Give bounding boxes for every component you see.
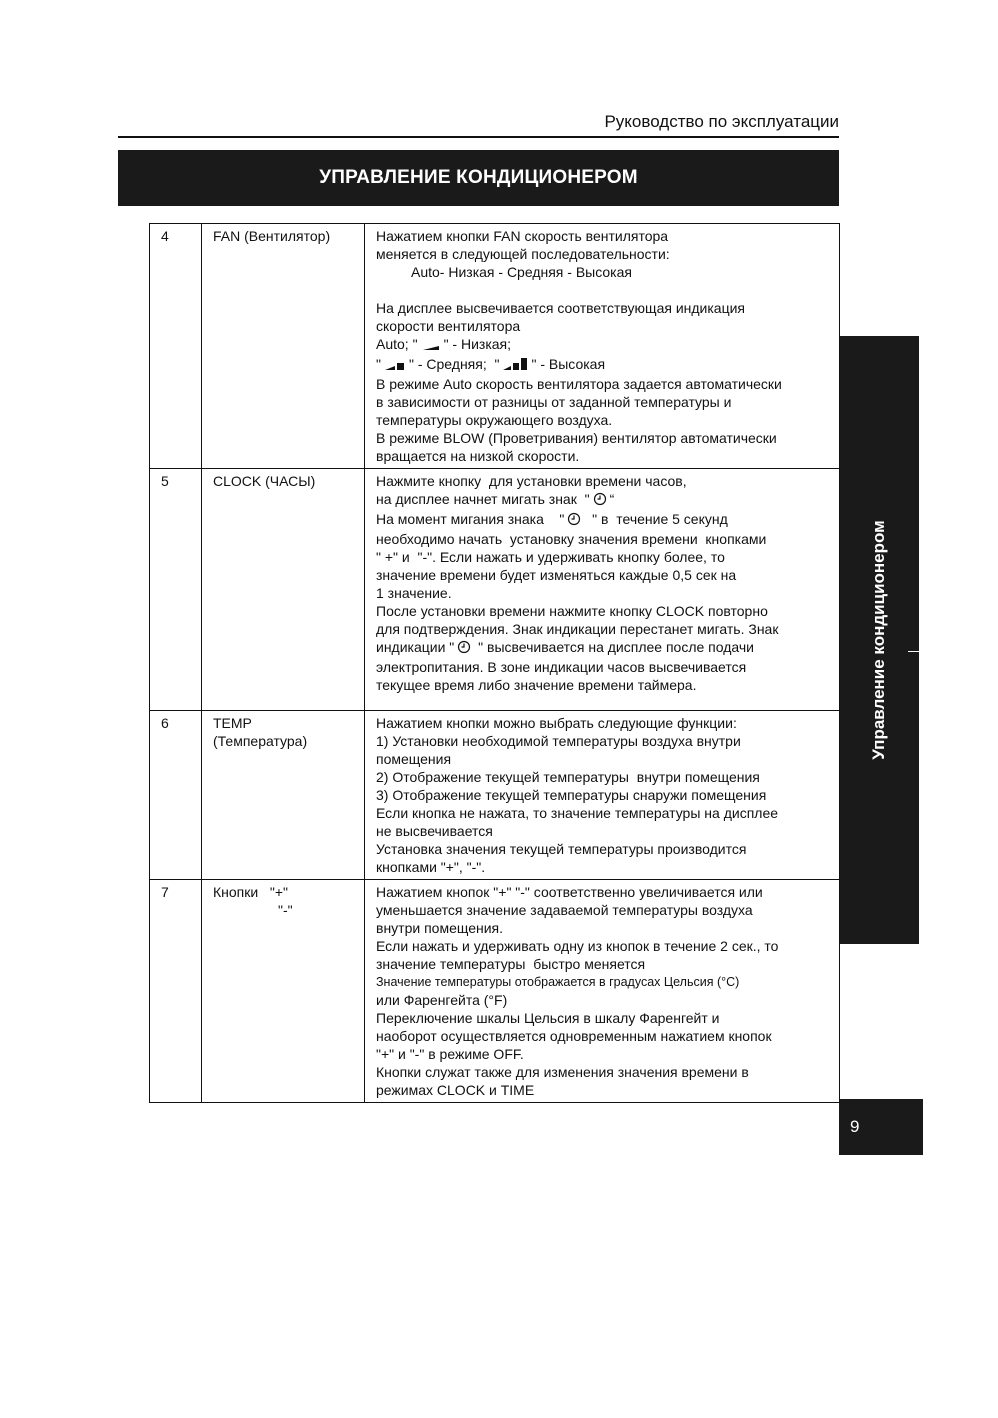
row-number: 4 bbox=[150, 224, 202, 469]
desc-line: не высвечивается bbox=[376, 823, 493, 839]
row-name-line: (Температура) bbox=[213, 733, 308, 749]
desc-line: значение температуры быстро меняется bbox=[376, 956, 646, 972]
row-number: 7 bbox=[150, 880, 202, 1103]
fan-speed-low-icon bbox=[421, 337, 441, 355]
desc-line: текущее время либо значение времени таймера. bbox=[376, 677, 697, 693]
desc-line: для подтверждения. Знак индикации перестанет мигать. Знак bbox=[376, 621, 779, 637]
desc-line: помещения bbox=[376, 751, 452, 767]
header-rule bbox=[118, 136, 839, 138]
blank-line bbox=[376, 281, 829, 299]
desc-line: После установки времени нажмите кнопку CLOCK повторно bbox=[376, 603, 768, 619]
desc-text: " в течение 5 секунд bbox=[584, 511, 728, 527]
desc-line: Нажатием кнопки можно выбрать следующие функции: bbox=[376, 715, 737, 731]
desc-text: " bbox=[376, 356, 381, 372]
fan-speed-medium-icon bbox=[384, 357, 406, 375]
clock-icon bbox=[457, 640, 471, 658]
desc-line: Переключение шкалы Цельсия в шкалу Фаренгейт и bbox=[376, 1010, 720, 1026]
desc-line: Нажатием кнопок "+" "-" соответственно увеличивается или bbox=[376, 884, 763, 900]
table-row-clock bbox=[150, 469, 840, 711]
desc-line: Установка значения текущей температуры производится bbox=[376, 841, 747, 857]
side-tab-tick bbox=[908, 651, 919, 652]
desc-line: В режиме BLOW (Проветривания) вентилятор автоматически bbox=[376, 430, 777, 446]
desc-text: " - Высокая bbox=[531, 356, 606, 372]
desc-line: меняется в следующей последовательности: bbox=[376, 246, 670, 262]
row-name: CLOCK (ЧАСЫ) bbox=[202, 469, 365, 711]
row-name-line: TEMP bbox=[213, 715, 252, 731]
desc-line bbox=[376, 355, 829, 375]
desc-line: уменьшается значение задаваемой температуры воздуха bbox=[376, 902, 753, 918]
page-number: 9 bbox=[850, 1117, 860, 1136]
row-description bbox=[365, 880, 840, 1103]
desc-line: Если кнопка не нажата, то значение температуры на дисплее bbox=[376, 805, 779, 821]
desc-line: Auto- Низкая - Средняя - Высокая bbox=[411, 264, 632, 280]
desc-line: 3) Отображение текущей температуры снаружи помещения bbox=[376, 787, 767, 803]
section-title-bar bbox=[118, 150, 839, 206]
desc-line: внутри помещения. bbox=[376, 920, 504, 936]
row-description bbox=[365, 224, 840, 469]
desc-line bbox=[376, 335, 829, 355]
clock-icon bbox=[593, 492, 607, 510]
row-number: 5 bbox=[150, 469, 202, 711]
desc-line: кнопками "+", "-". bbox=[376, 859, 486, 875]
row-description bbox=[365, 469, 840, 711]
desc-line: необходимо начать установку значения времени кнопками bbox=[376, 531, 767, 547]
desc-line: скорости вентилятора bbox=[376, 318, 521, 334]
controls-table bbox=[149, 223, 840, 1103]
desc-line: Значение температуры отображается в градусах Цельсия (°C) bbox=[376, 975, 740, 989]
desc-text: индикации " bbox=[376, 639, 455, 655]
row-name-line: Кнопки "+" bbox=[213, 884, 288, 900]
desc-line bbox=[376, 510, 829, 530]
desc-line: электропитания. В зоне индикации часов высвечивается bbox=[376, 659, 747, 675]
desc-line: Кнопки служат также для изменения значения времени в bbox=[376, 1064, 749, 1080]
table-row-fan bbox=[150, 224, 840, 469]
desc-line: вращается на низкой скорости. bbox=[376, 448, 580, 464]
page-number-box bbox=[839, 1099, 923, 1155]
desc-text: " - Средняя; " bbox=[408, 356, 500, 372]
row-description bbox=[365, 711, 840, 880]
desc-line: На дисплее высвечивается соответствующая индикация bbox=[376, 300, 746, 316]
desc-text: на дисплее начнет мигать знак " bbox=[376, 491, 590, 507]
table-row-plus-minus bbox=[150, 880, 840, 1103]
section-title: УПРАВЛЕНИЕ КОНДИЦИОНЕРОМ bbox=[319, 167, 638, 188]
row-name bbox=[202, 711, 365, 880]
desc-line: 1) Установки необходимой температуры воздуха внутри bbox=[376, 733, 741, 749]
desc-line: наоборот осуществляется одновременным нажатием кнопок bbox=[376, 1028, 772, 1044]
desc-line: температуры окружающего воздуха. bbox=[376, 412, 613, 428]
desc-text: На момент мигания знака " bbox=[376, 511, 565, 527]
desc-line: или Фаренгейта (°F) bbox=[376, 992, 508, 1008]
desc-line: В режиме Auto скорость вентилятора задается автоматически bbox=[376, 376, 782, 392]
clock-icon bbox=[567, 512, 581, 530]
row-name-line: "-" bbox=[278, 902, 293, 918]
side-tab-label: Управление кондиционером bbox=[869, 520, 888, 760]
desc-line: 1 значение. bbox=[376, 585, 452, 601]
desc-line: "+" и "-" в режиме OFF. bbox=[376, 1046, 524, 1062]
fan-speed-high-icon bbox=[502, 357, 528, 375]
desc-text: “ bbox=[609, 491, 615, 507]
desc-line: Нажмите кнопку для установки времени часов, bbox=[376, 473, 687, 489]
desc-line: Если нажать и удерживать одну из кнопок в течение 2 сек., то bbox=[376, 938, 779, 954]
desc-text: Auto; " bbox=[376, 336, 418, 352]
row-name bbox=[202, 880, 365, 1103]
desc-line: в зависимости от разницы от заданной температуры и bbox=[376, 394, 732, 410]
manual-header: Руководство по эксплуатации bbox=[604, 112, 839, 131]
desc-line bbox=[376, 638, 829, 658]
desc-line bbox=[376, 490, 829, 510]
row-name: FAN (Вентилятор) bbox=[202, 224, 365, 469]
desc-line: режимах CLOCK и TIME bbox=[376, 1082, 535, 1098]
desc-line: значение времени будет изменяться каждые 0,5 сек на bbox=[376, 567, 737, 583]
table-row-temp bbox=[150, 711, 840, 880]
desc-text: " высвечивается на дисплее после подачи bbox=[474, 639, 755, 655]
desc-line: " +" и "-". Если нажать и удерживать кнопку более, то bbox=[376, 549, 725, 565]
desc-line: 2) Отображение текущей температуры внутри помещения bbox=[376, 769, 760, 785]
desc-text: " - Низкая; bbox=[443, 336, 512, 352]
row-number: 6 bbox=[150, 711, 202, 880]
side-tab bbox=[839, 336, 919, 944]
desc-line: Нажатием кнопки FAN скорость вентилятора bbox=[376, 228, 669, 244]
